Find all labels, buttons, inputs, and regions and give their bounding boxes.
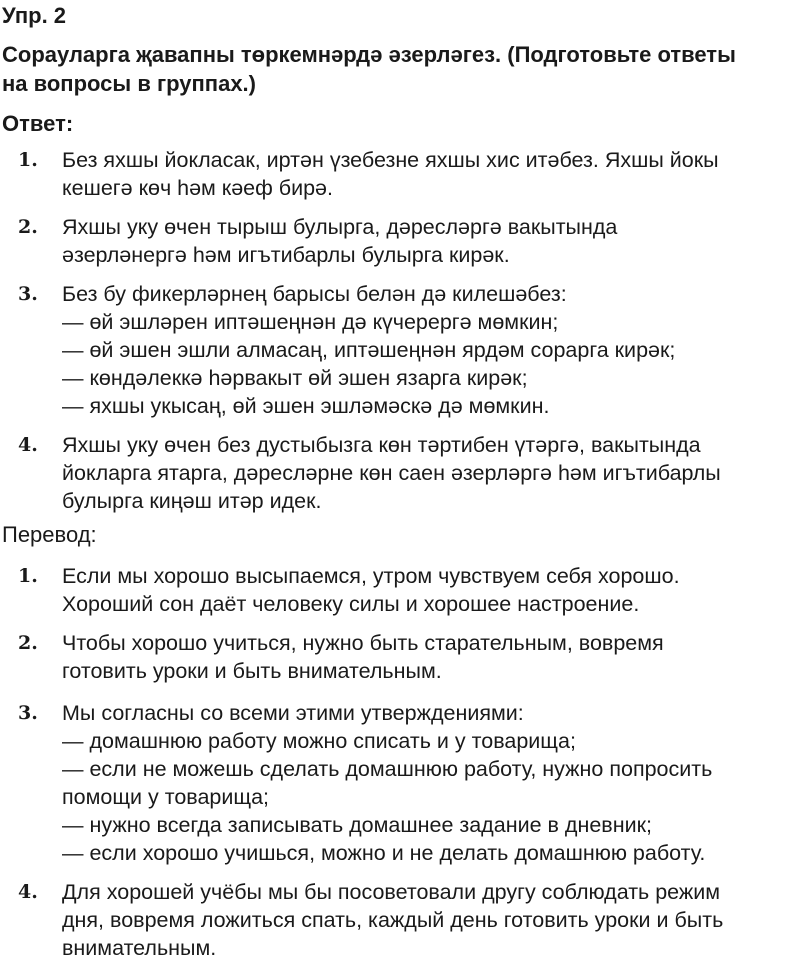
translation-item-line: — домашнюю работу можно списать и у товарища; (62, 729, 576, 753)
translation-item (0, 562, 800, 618)
translation-item-line: внимательным. (62, 936, 217, 960)
answer-item (0, 280, 800, 420)
translation-item-line: Если мы хорошо высыпаемся, утром чувствуем себя хорошо. (62, 564, 680, 588)
answer-item-line: — өй эшен эшли алмасаң, иптәшеңнән ярдәм сорарга кирәк; (62, 338, 676, 362)
translation-item-number: 4. (18, 881, 38, 903)
translation-item-number: 1. (18, 565, 38, 587)
task-line: на вопросы в группах.) (2, 71, 256, 96)
translation-item-line: Чтобы хорошо учиться, нужно быть старательным, вовремя (62, 631, 664, 655)
translation-item-line: помощи у товарища; (62, 785, 270, 809)
translation-item-text (62, 699, 798, 867)
answer-item-number: 1. (18, 149, 38, 171)
answer-item-text (62, 213, 798, 269)
answer-item-line: булырга киңәш итәр идек. (62, 489, 322, 513)
answer-heading: Ответ: (2, 111, 74, 136)
translation-item-line: Мы согласны со всеми этими утверждениями: (62, 701, 524, 725)
answer-item-text (62, 280, 798, 420)
answer-item-number: 4. (18, 434, 38, 456)
translation-item-line: — если не можешь сделать домашнюю работу, нужно попросить (62, 757, 713, 781)
answer-item-line: — көндәлеккә һәрвакыт өй эшен язарга кирәк; (62, 366, 528, 390)
translation-item-line: — если хорошо учишься, можно и не делать домашнюю работу. (62, 841, 706, 865)
translation-item-number: 3. (18, 702, 38, 724)
translation-item (0, 699, 800, 867)
translation-heading: Перевод: (2, 522, 97, 547)
answer-item-text (62, 431, 798, 515)
answer-item-line: — яхшы укысаң, өй эшен эшләмәскә дә мөмкин. (62, 394, 550, 418)
answer-item-number: 2. (18, 216, 38, 238)
answer-item-line: — өй эшләрен иптәшеңнән дә күчерергә мөмкин; (62, 310, 559, 334)
translation-item (0, 629, 800, 685)
answer-item-line: Без бу фикерләрнең барысы белән дә килешәбез: (62, 282, 567, 306)
translation-item-text (62, 878, 798, 962)
translation-item-text (62, 629, 798, 685)
answer-item-line: Яхшы уку өчен тырыш булырга, дәресләргә вакытында (62, 215, 618, 239)
translation-item-line: дня, вовремя ложиться спать, каждый день готовить уроки и быть (62, 908, 724, 932)
exercise-title: Упр. 2 (2, 3, 67, 28)
translation-list (0, 562, 800, 962)
translation-item-line: Хороший сон даёт человеку силы и хорошее настроение. (62, 592, 640, 616)
answer-item-line: йокларга ятарга, дәресләрне көн саен әзерләргә һәм игътибарлы (62, 461, 721, 485)
translation-item-line: готовить уроки и быть внимательным. (62, 659, 442, 683)
translation-item-number: 2. (18, 632, 38, 654)
translation-item (0, 878, 800, 962)
translation-item-line: Для хорошей учёбы мы бы посоветовали другу соблюдать режим (62, 880, 721, 904)
task-statement (2, 40, 797, 98)
answer-item-line: әзерләнергә һәм игътибарлы булырга кирәк. (62, 243, 510, 267)
answer-item-number: 3. (18, 283, 38, 305)
task-line: Сорауларга җавапны төркемнәрдә әзерләгез. (Подготовьте ответы (2, 42, 736, 67)
answer-item (0, 146, 800, 202)
answer-item-text (62, 146, 798, 202)
answer-item (0, 431, 800, 515)
translation-item-text (62, 562, 798, 618)
answer-item-line: Без яхшы йокласак, иртән үзебезне яхшы хис итәбез. Яхшы йокы (62, 148, 719, 172)
answer-item-line: кешегә көч һәм кәеф бирә. (62, 176, 333, 200)
answer-list (0, 146, 800, 515)
translation-item-line: — нужно всегда записывать домашнее задание в дневник; (62, 813, 652, 837)
answer-item-line: Яхшы уку өчен без дустыбызга көн тәртибен үтәргә, вакытында (62, 433, 701, 457)
answer-item (0, 213, 800, 269)
